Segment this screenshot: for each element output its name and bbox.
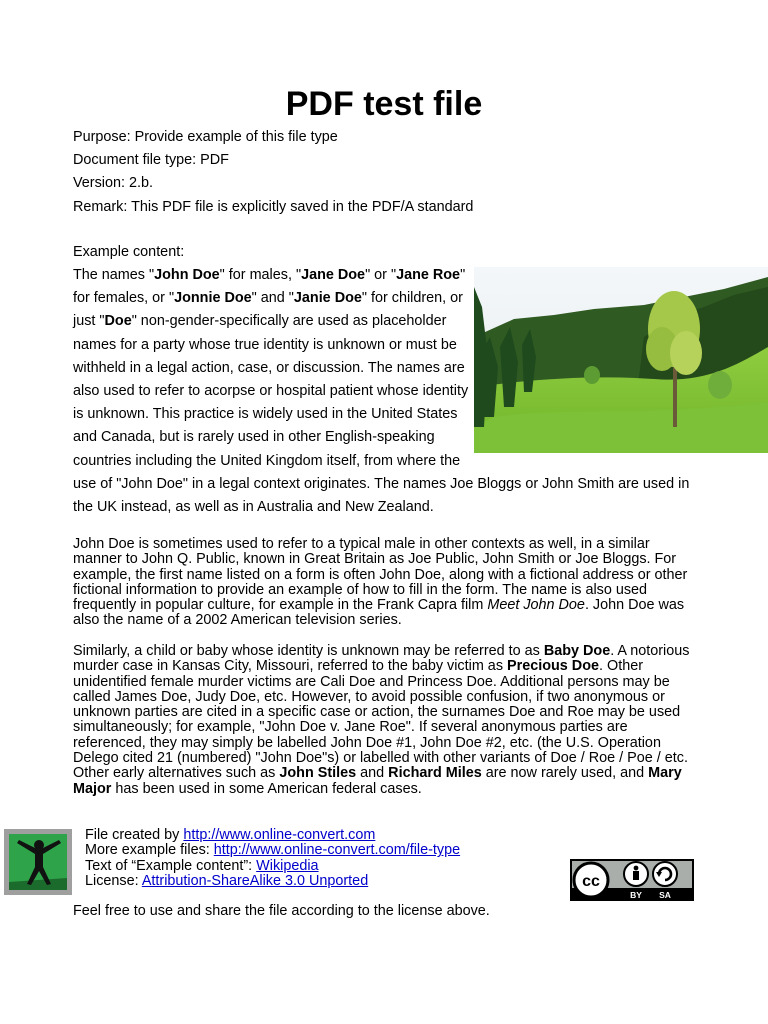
p2-text: . John Doe was also the name of a 2002 American television series. — [73, 597, 685, 629]
name-doe: Doe — [104, 313, 132, 330]
image-float-spacer — [471, 266, 695, 452]
name-john-doe: John Doe — [154, 267, 220, 283]
created-by-label: File created by — [85, 827, 184, 843]
creative-commons-badge-icon — [570, 859, 694, 901]
license-link[interactable]: Attribution-ShareAlike 3.0 Unported — [141, 872, 369, 889]
example-paragraph-1 — [73, 264, 695, 519]
online-convert-logo-icon — [4, 829, 72, 895]
name-precious-doe: Precious Doe — [507, 658, 599, 675]
name-baby-doe: Baby Doe — [543, 643, 611, 659]
p2-text: John Doe is sometimes used to refer to a typical male in other contexts as well, in a similar manner to John Q. Public, known in Great Britain as Joe Public, John Smith or Joe Bloggs. For example, the first name listed on a form is often John Doe, along with a fictional address or other fictional information to provide an example of how to fill in the form. The name is also used frequently in popular culture, for example in the Frank Capra film — [73, 536, 688, 614]
more-files-label: More example files: — [85, 842, 214, 859]
document-meta — [73, 126, 713, 219]
file-type-link[interactable]: http://www.online-convert.com/file-type — [213, 842, 461, 859]
name-john-stiles: John Stiles — [279, 765, 357, 782]
name-jonnie-doe: Jonnie Doe — [174, 290, 252, 307]
footer-note: Feel free to use and share the file according to the license above. — [73, 903, 490, 919]
file-credits — [85, 828, 460, 889]
name-jane-roe: Jane Roe — [396, 267, 461, 283]
cc-badge-text: cc — [582, 873, 600, 890]
name-richard-miles: Richard Miles — [388, 765, 482, 782]
p3-text: are now rarely used, and — [481, 765, 649, 782]
p1-text: " or " — [365, 267, 397, 283]
p3-text: Similarly, a child or baby whose identity is unknown may be referred to as — [73, 643, 544, 659]
remark-line: Remark: This PDF file is explicitly saved in the PDF/A standard — [73, 198, 474, 215]
text-source-label: Text of “Example content”: — [85, 857, 257, 874]
example-content-label: Example content: — [73, 244, 185, 260]
p3-text: . A notorious murder case in Kansas City, Missouri, referred to the baby victim as — [73, 643, 690, 675]
wikipedia-link[interactable]: Wikipedia — [256, 857, 319, 874]
online-convert-link[interactable]: http://www.online-convert.com — [183, 827, 376, 843]
name-janie-doe: Janie Doe — [293, 290, 362, 307]
p1-text: " and " — [251, 290, 294, 307]
p3-text: . Other unidentified female murder victims are Cali Doe and Princess Doe. Additional persons may be called James Doe, Judy Doe, etc. However, to avoid possible confusion, if two anonymous or unknown parties are cited in a specific case or action, the surnames Doe and Roe may be used simultaneously; for example, "John Doe v. Jane Roe". If several anonymous parties are referenced, they may simply be labelled John Doe #1, John Doe #2, etc. (the U.S. Operation Delego cited 21 (numbered) "John Doe"s) or labelled with other variants of Doe / Roe / Poe / etc. Other early alternatives such as — [73, 658, 688, 782]
name-mary-major: Mary Major — [73, 765, 682, 797]
p3-text: and — [356, 765, 389, 782]
p1-text: " non-gender-specifically are used as placeholder names for a party whose true identity is unknown or must be withheld in a legal action, case, or discussion. The names are also used to refer to acorpse or hospital patient whose identity is unknown. This practice is widely used in the United States and Canada, but is rarely used in other English-speaking countries including the United Kingdom itself, from where the use of "John Doe" in a legal context originates. The names Joe Bloggs or John Smith are used in the UK instead, as well as in Australia and New Zealand. — [73, 313, 690, 516]
more-files-line — [85, 843, 460, 858]
example-paragraph-3 — [73, 644, 698, 797]
version-line: Version: 2.b. — [73, 175, 153, 192]
film-title: Meet John Doe — [487, 597, 585, 614]
file-type-line: Document file type: PDF — [73, 152, 229, 169]
license-line — [85, 874, 460, 889]
created-by-line — [85, 828, 460, 843]
p1-text: " for females, or " — [73, 267, 466, 307]
p1-text: " for children, or just " — [73, 290, 463, 330]
by-badge-text: BY — [630, 890, 642, 900]
example-paragraph-2 — [73, 537, 698, 629]
sa-badge-text: SA — [659, 890, 671, 900]
p3-text: has been used in some American federal cases. — [111, 780, 422, 797]
license-label: License: — [85, 872, 142, 889]
text-source-line — [85, 859, 460, 874]
page-title: PDF test file — [285, 85, 483, 123]
name-jane-doe: Jane Doe — [301, 267, 366, 283]
p1-text: The names " — [73, 267, 155, 283]
purpose-line: Purpose: Provide example of this file type — [73, 129, 338, 145]
p1-text: " for males, " — [219, 267, 302, 283]
logo-figure — [9, 834, 67, 890]
